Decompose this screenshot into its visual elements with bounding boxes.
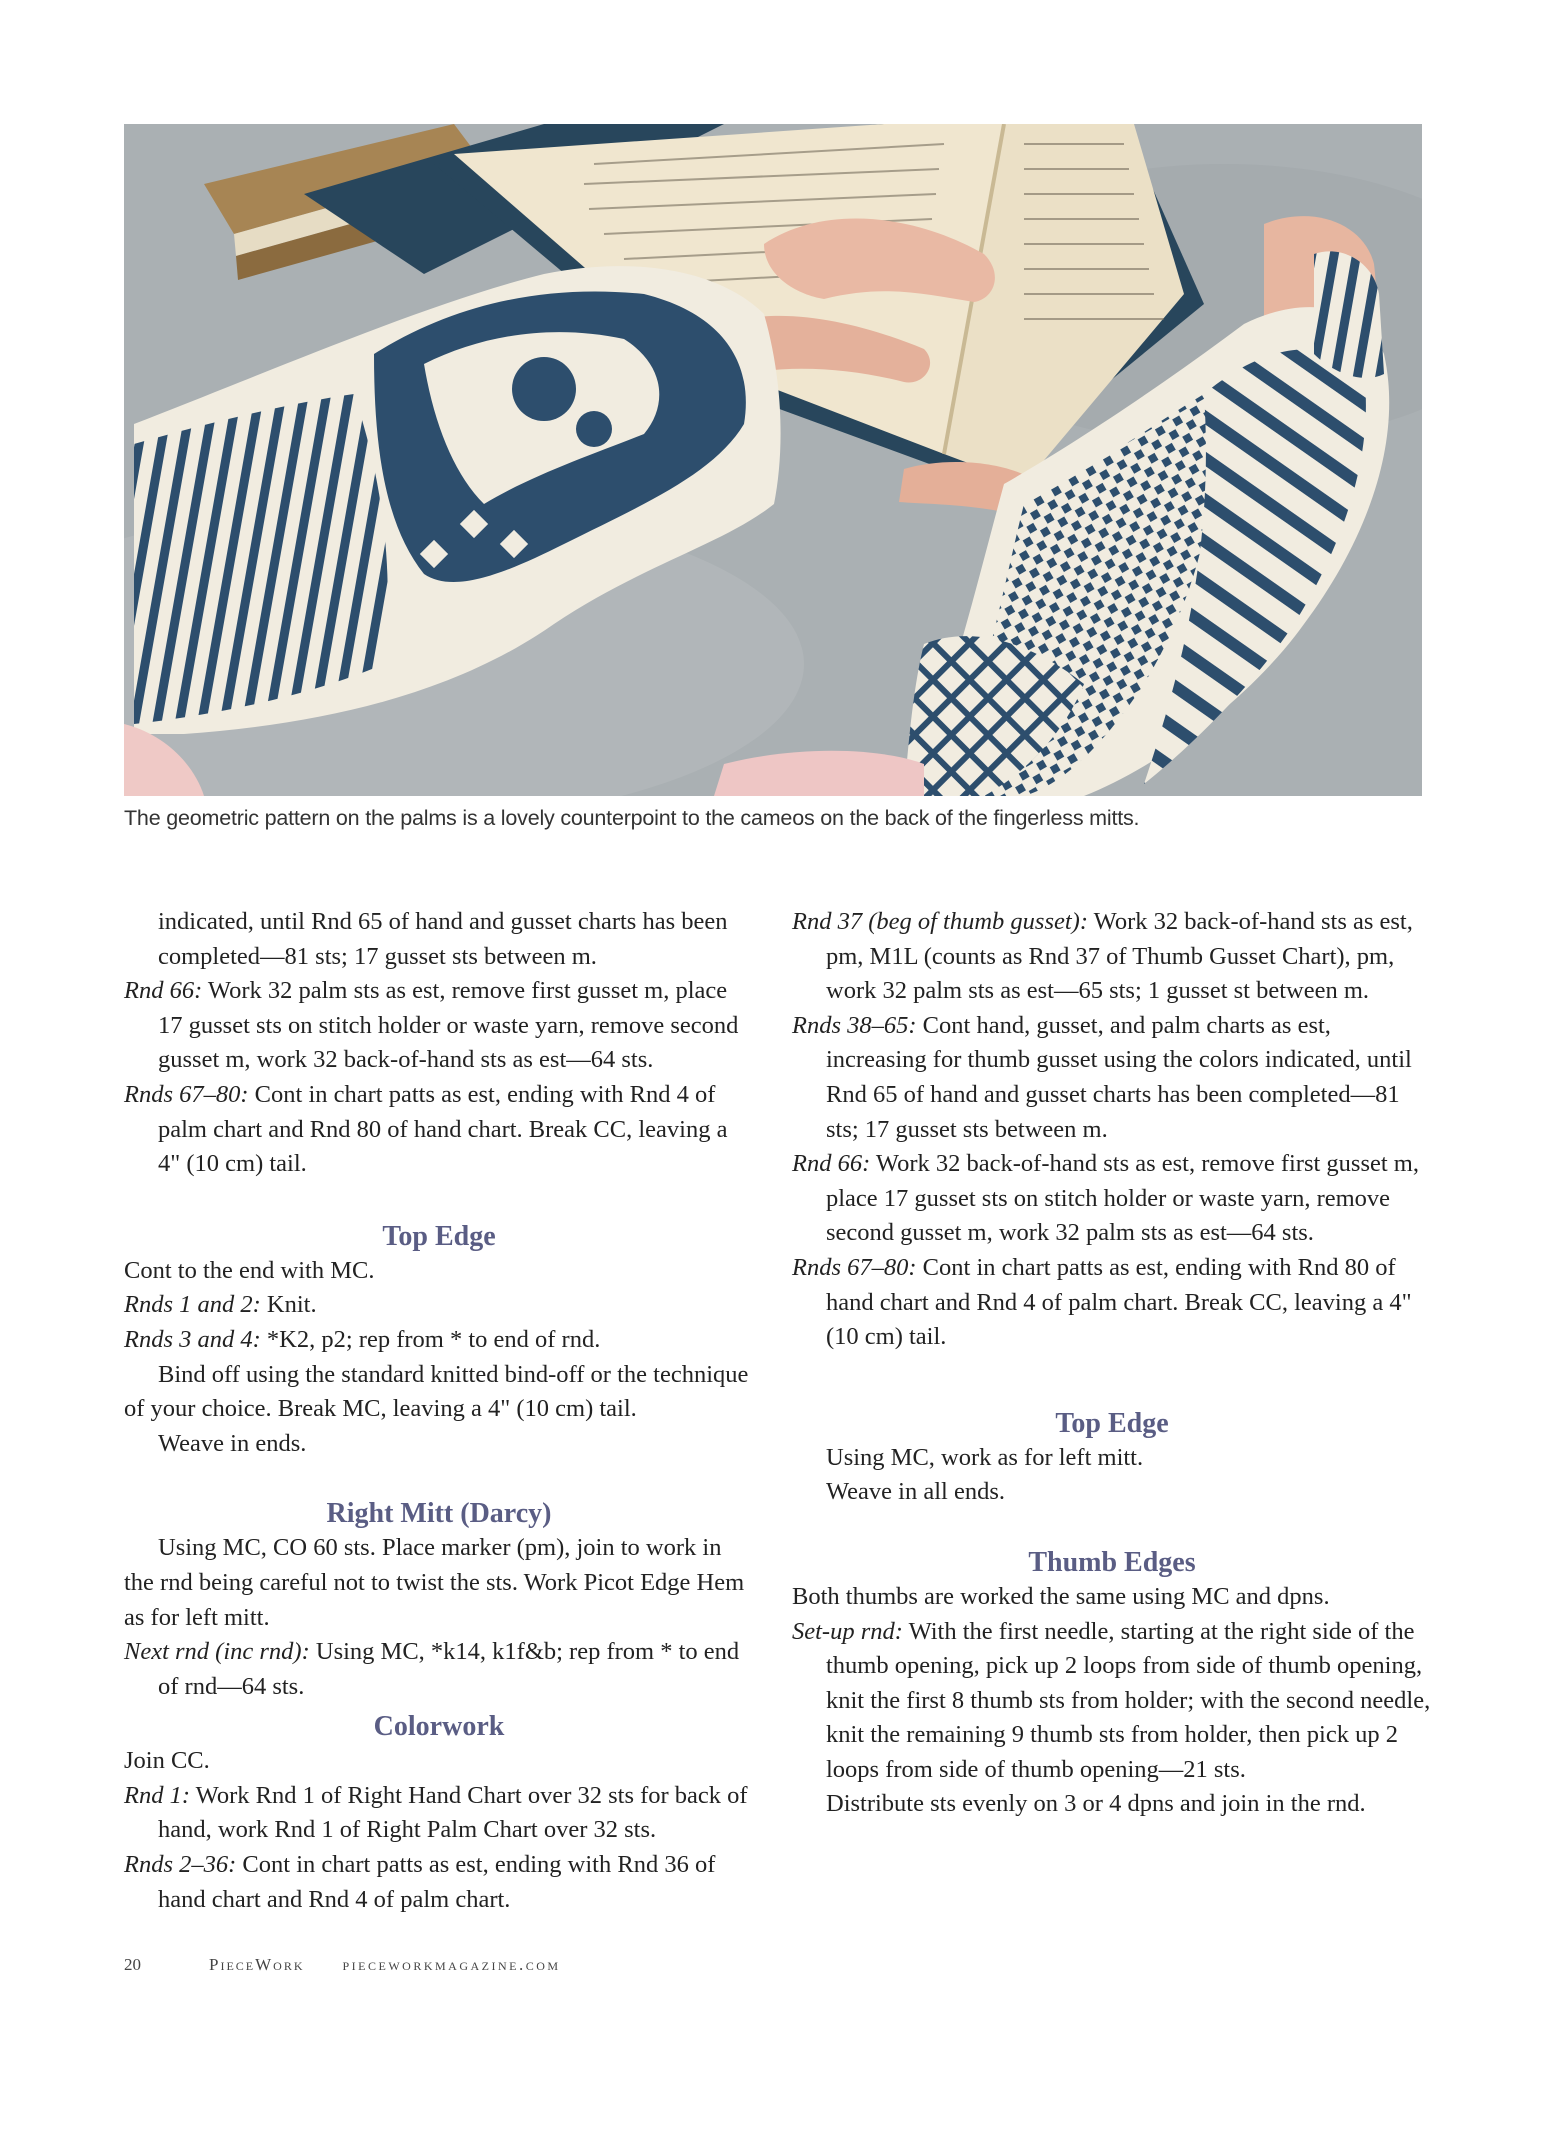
page-footer [124,1955,561,1975]
left-p6-label: Rnds 3 and 4: [124,1325,261,1353]
right-p8-text: With the first needle, starting at the right side of the thumb opening, pick up 2 loops from side of thumb opening, knit the first 8 thumb sts from holder; with the second needle, knit the remaining 9 thumb sts from holder, then pick up 2 loops from side of thumb opening—21 sts. [826,1617,1431,1783]
left-p3-text: Cont in chart patts as est, ending with Rnd 4 of palm chart and Rnd 80 of hand chart. Break CC, leaving a 4" (10 cm) tail. [158,1080,728,1178]
page-number: 20 [124,1955,141,1974]
hero-photo [124,124,1422,796]
heading-right-mitt: Right Mitt (Darcy) [326,1498,552,1530]
heading-top-edge-left: Top Edge [382,1220,496,1252]
right-p4-label: Rnds 67–80: [792,1253,917,1281]
left-p12-label: Rnd 1: [124,1781,190,1809]
left-p2-label: Rnd 66: [124,977,203,1005]
left-p13-label: Rnds 2–36: [124,1851,237,1879]
right-p1-text: Work 32 back-of-hand sts as est, pm, M1L (counts as Rnd 37 of Thumb Gusset Chart), pm, work 32 palm sts as est—65 sts; 1 gusset st between m. [826,908,1413,1005]
left-p10-text: Using MC, *k14, k1f&b; rep from * to end of rnd—64 sts. [158,1638,740,1700]
left-p1: indicated, until Rnd 65 of hand and gusset charts has been completed—81 sts; 17 gusset sts between m. [158,908,728,970]
left-p8: Weave in ends. [158,1429,307,1457]
right-p5: Using MC, work as for left mitt. [826,1443,1144,1471]
left-p5-label: Rnds 1 and 2: [124,1291,261,1319]
right-p8-label: Set-up rnd: [792,1617,903,1645]
left-p12 [124,1779,754,1848]
right-p3-text: Work 32 back-of-hand sts as est, remove first gusset m, place 17 gusset sts on stitch holder or waste yarn, remove second gusset m, work 32 palm sts as est—64 sts. [826,1150,1419,1247]
right-p4 [792,1251,1432,1355]
left-p12-text: Work Rnd 1 of Right Hand Chart over 32 sts for back of hand, work Rnd 1 of Right Palm Chart over 32 sts. [158,1781,748,1844]
heading-thumb-edges: Thumb Edges [1028,1546,1196,1578]
left-p13-text: Cont in chart patts as est, ending with Rnd 36 of hand chart and Rnd 4 of palm chart. [158,1851,716,1913]
right-p7: Both thumbs are worked the same using MC and dpns. [792,1582,1330,1610]
left-p10 [124,1635,754,1704]
left-p6-text: *K2, p2; rep from * to end of rnd. [260,1325,601,1353]
left-p3 [124,1078,754,1182]
right-p1-label: Rnd 37 (beg of thumb gusset): [792,908,1088,935]
right-p9: Distribute sts evenly on 3 or 4 dpns and join in the rnd. [826,1790,1366,1818]
left-p11: Join CC. [124,1747,210,1775]
left-p3-label: Rnds 67–80: [124,1080,249,1108]
right-p4-text: Cont in chart patts as est, ending with Rnd 80 of hand chart and Rnd 4 of palm chart. Break CC, leaving a 4" (10 cm) tail. [826,1253,1412,1351]
right-p2-label: Rnds 38–65: [792,1011,917,1039]
left-p9: Using MC, CO 60 sts. Place marker (pm), join to work in the rnd being careful not to twist the sts. Work Picot Edge Hem as for left mitt. [124,1534,745,1631]
left-p5 [124,1288,754,1323]
left-p10-label: Next rnd (inc rnd): [124,1638,310,1666]
left-p2-text: Work 32 palm sts as est, remove first gusset m, place 17 gusset sts on stitch holder or waste yarn, remove second gusset m, work 32 back-of-hand sts as est—64 sts. [158,977,739,1074]
right-p8 [792,1615,1432,1788]
right-p1 [792,905,1432,1009]
right-p2 [792,1009,1432,1147]
right-p2-text: Cont hand, gusset, and palm charts as est, increasing for thumb gusset using the colors indicated, until Rnd 65 of hand and gusset charts has been completed—81 sts; 17 gusset sts between m. [826,1011,1412,1143]
right-p3 [792,1147,1432,1251]
left-p4: Cont to the end with MC. [124,1256,375,1284]
heading-colorwork: Colorwork [373,1711,505,1743]
magazine-name: PieceWork [209,1955,305,1974]
left-p5-text: Knit. [260,1291,317,1319]
left-p2 [124,974,754,1078]
left-column [124,905,754,1917]
left-p7: Bind off using the standard knitted bind-off or the technique of your choice. Break MC, leaving a 4" (10 cm) tail. [124,1360,749,1423]
right-p6: Weave in all ends. [826,1478,1005,1506]
right-p3-label: Rnd 66: [792,1150,871,1178]
left-p13 [124,1848,754,1917]
photo-caption: The geometric pattern on the palms is a lovely counterpoint to the cameos on the back of the fingerless mitts. [124,806,1140,830]
magazine-url: pieceworkmagazine.com [342,1955,561,1974]
left-p6 [124,1323,754,1358]
heading-top-edge-right: Top Edge [1055,1407,1169,1439]
right-column [792,905,1432,1822]
photo-mitts-icon [124,124,1422,796]
